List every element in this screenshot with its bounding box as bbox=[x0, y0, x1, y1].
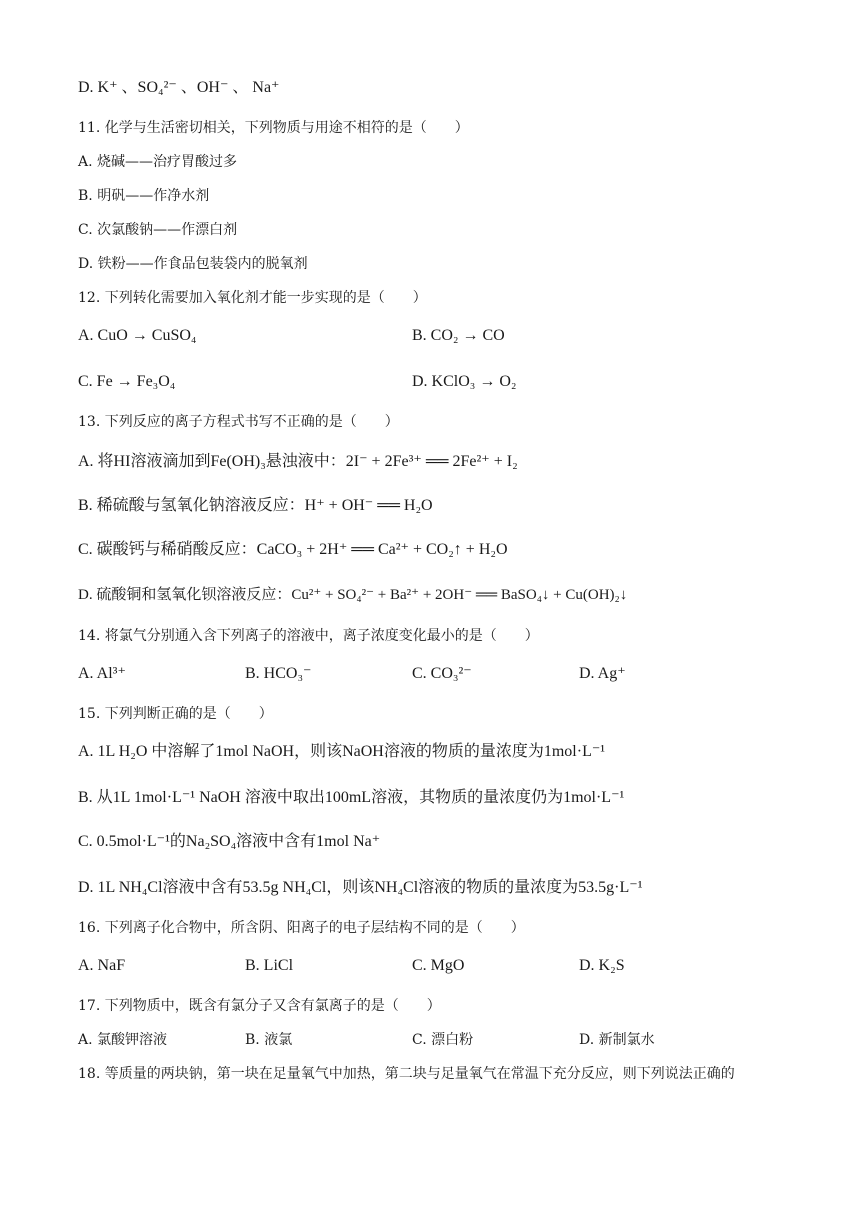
q17-option-b: B. 液氯 bbox=[245, 1032, 293, 1048]
q11-stem: 11. 化学与生活密切相关，下列物质与用途不相符的是（ ） bbox=[78, 120, 469, 136]
q12-stem: 12. 下列转化需要加入氧化剂才能一步实现的是（ ） bbox=[78, 290, 427, 306]
q14-option-b: B. HCO₃⁻ bbox=[245, 665, 312, 682]
q14-option-c: C. CO₃²⁻ bbox=[412, 665, 472, 682]
q17-option-c: C. 漂白粉 bbox=[412, 1032, 474, 1048]
q12-option-c: C. Fe → Fe₃O₄ bbox=[78, 373, 176, 390]
q18-stem: 18. 等质量的两块钠，第一块在足量氧气中加热，第二块与足量氧气在常温下充分反应，则下列说法正确的 bbox=[78, 1066, 735, 1082]
q14-option-d: D. Ag⁺ bbox=[579, 665, 626, 682]
q15-option-b: B. 从1L 1mol·L⁻¹ NaOH 溶液中取出100mL溶液，其物质的量浓度仍为1mol·L⁻¹ bbox=[78, 789, 625, 806]
q15-stem: 15. 下列判断正确的是（ ） bbox=[78, 706, 273, 722]
q17-option-d: D. 新制氯水 bbox=[579, 1032, 655, 1048]
q13-option-a: A. 将HI溶液滴加到Fe(OH)₃悬浊液中：2I⁻ + 2Fe³⁺ ══ 2Fe²⁺ + I₂ bbox=[78, 453, 518, 470]
q15-option-a: A. 1L H₂O 中溶解了1mol NaOH，则该NaOH溶液的物质的量浓度为1mol·L⁻¹ bbox=[78, 743, 606, 760]
q10-option-d: D. K⁺ 、SO₄²⁻ 、OH⁻ 、 Na⁺ bbox=[78, 79, 280, 96]
q16-option-c: C. MgO bbox=[412, 957, 465, 974]
q13-option-c: C. 碳酸钙与稀硝酸反应：CaCO₃ + 2H⁺ ══ Ca²⁺ + CO₂↑ + H₂O bbox=[78, 541, 508, 558]
q13-stem: 13. 下列反应的离子方程式书写不正确的是（ ） bbox=[78, 414, 399, 430]
q15-option-c: C. 0.5mol·L⁻¹的Na₂SO₄溶液中含有1mol Na⁺ bbox=[78, 833, 381, 850]
q15-option-d: D. 1L NH₄Cl溶液中含有53.5g NH₄Cl，则该NH₄Cl溶液的物质的量浓度为53.5g·L⁻¹ bbox=[78, 879, 643, 896]
q16-stem: 16. 下列离子化合物中，所含阴、阳离子的电子层结构不同的是（ ） bbox=[78, 920, 525, 936]
q13-option-d: D. 硫酸铜和氢氧化钡溶液反应：Cu²⁺ + SO₄²⁻ + Ba²⁺ + 2OH⁻ ══ BaSO₄↓ + Cu(OH)₂↓ bbox=[78, 587, 628, 603]
q12-option-a: A. CuO → CuSO₄ bbox=[78, 327, 197, 344]
q12-option-b: B. CO₂ → CO bbox=[412, 327, 505, 344]
q11-option-d: D. 铁粉——作食品包装袋内的脱氧剂 bbox=[78, 256, 308, 272]
q12-option-d: D. KClO₃ → O₂ bbox=[412, 373, 517, 390]
q14-option-a: A. Al³⁺ bbox=[78, 665, 126, 682]
q16-option-d: D. K₂S bbox=[579, 957, 625, 974]
q11-option-c: C. 次氯酸钠——作漂白剂 bbox=[78, 222, 238, 238]
q14-stem: 14. 将氯气分别通入含下列离子的溶液中，离子浓度变化最小的是（ ） bbox=[78, 628, 539, 644]
q16-option-a: A. NaF bbox=[78, 957, 126, 974]
q13-option-b: B. 稀硫酸与氢氧化钠溶液反应：H⁺ + OH⁻ ══ H₂O bbox=[78, 497, 433, 514]
q17-option-a: A. 氯酸钾溶液 bbox=[78, 1032, 168, 1048]
q11-option-a: A. 烧碱——治疗胃酸过多 bbox=[78, 154, 238, 170]
q17-stem: 17. 下列物质中，既含有氯分子又含有氯离子的是（ ） bbox=[78, 998, 441, 1014]
q11-option-b: B. 明矾——作净水剂 bbox=[78, 188, 210, 204]
q16-option-b: B. LiCl bbox=[245, 957, 294, 974]
